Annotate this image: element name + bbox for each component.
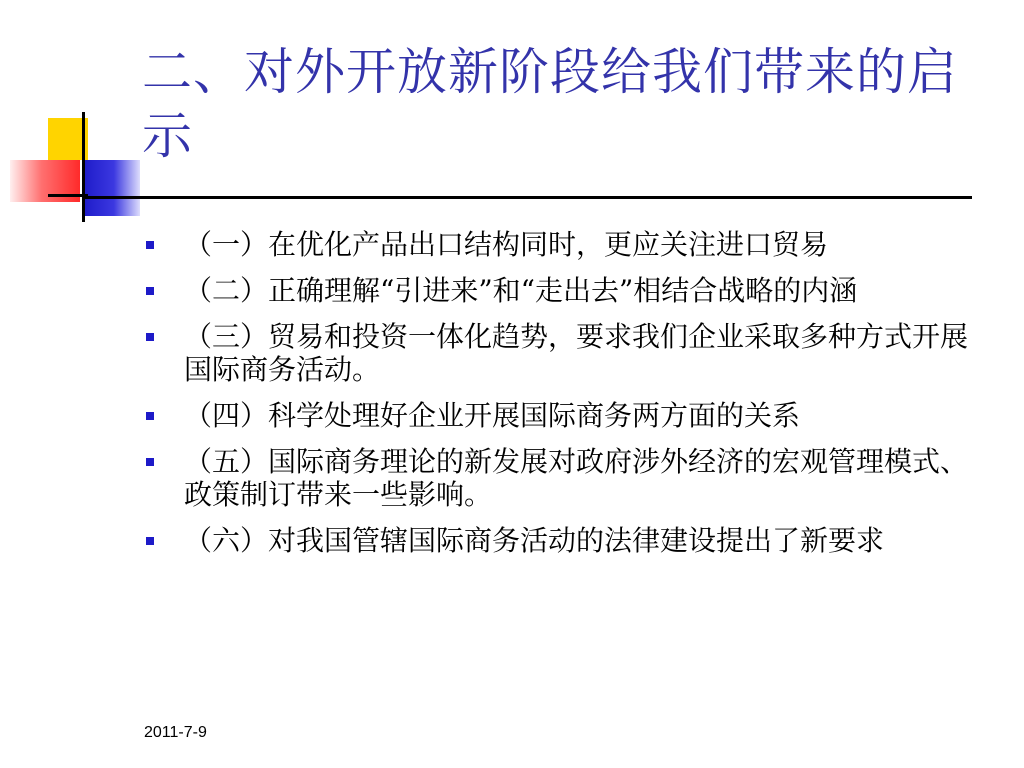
slide-title: 二、对外开放新阶段给我们带来的启示: [142, 43, 958, 165]
bullet-item: [146, 399, 976, 432]
bullet-item: [146, 274, 976, 307]
title-divider: [84, 196, 972, 199]
square-bullet-icon: [146, 287, 154, 295]
bullet-text: （五）国际商务理论的新发展对政府涉外经济的宏观管理模式、政策制订带来一些影响。: [184, 445, 969, 511]
footer-date: 2011-7-9: [144, 724, 207, 741]
square-bullet-icon: [146, 412, 154, 420]
bullet-item: [146, 445, 976, 511]
bullet-text: （六）对我国管辖国际商务活动的法律建设提出了新要求: [184, 524, 885, 557]
blue-square-decoration: [82, 160, 140, 216]
square-bullet-icon: [146, 333, 154, 341]
decorative-logo: [0, 0, 150, 240]
bullet-item: [146, 524, 976, 557]
square-bullet-icon: [146, 537, 154, 545]
short-horizontal-rule-decoration: [48, 194, 88, 197]
bullet-text: （三）贸易和投资一体化趋势，要求我们企业采取多种方式开展国际商务活动。: [184, 320, 969, 386]
bullet-item: [146, 320, 976, 386]
bullet-text: （四）科学处理好企业开展国际商务两方面的关系: [184, 399, 801, 432]
square-bullet-icon: [146, 458, 154, 466]
bullet-item: [146, 228, 976, 261]
bullet-list: [146, 228, 976, 570]
bullet-text: （二）正确理解“引进来”和“走出去”相结合战略的内涵: [184, 274, 858, 307]
vertical-rule-decoration: [82, 112, 85, 222]
square-bullet-icon: [146, 241, 154, 249]
bullet-text: （一）在优化产品出口结构同时，更应关注进口贸易: [184, 228, 829, 261]
